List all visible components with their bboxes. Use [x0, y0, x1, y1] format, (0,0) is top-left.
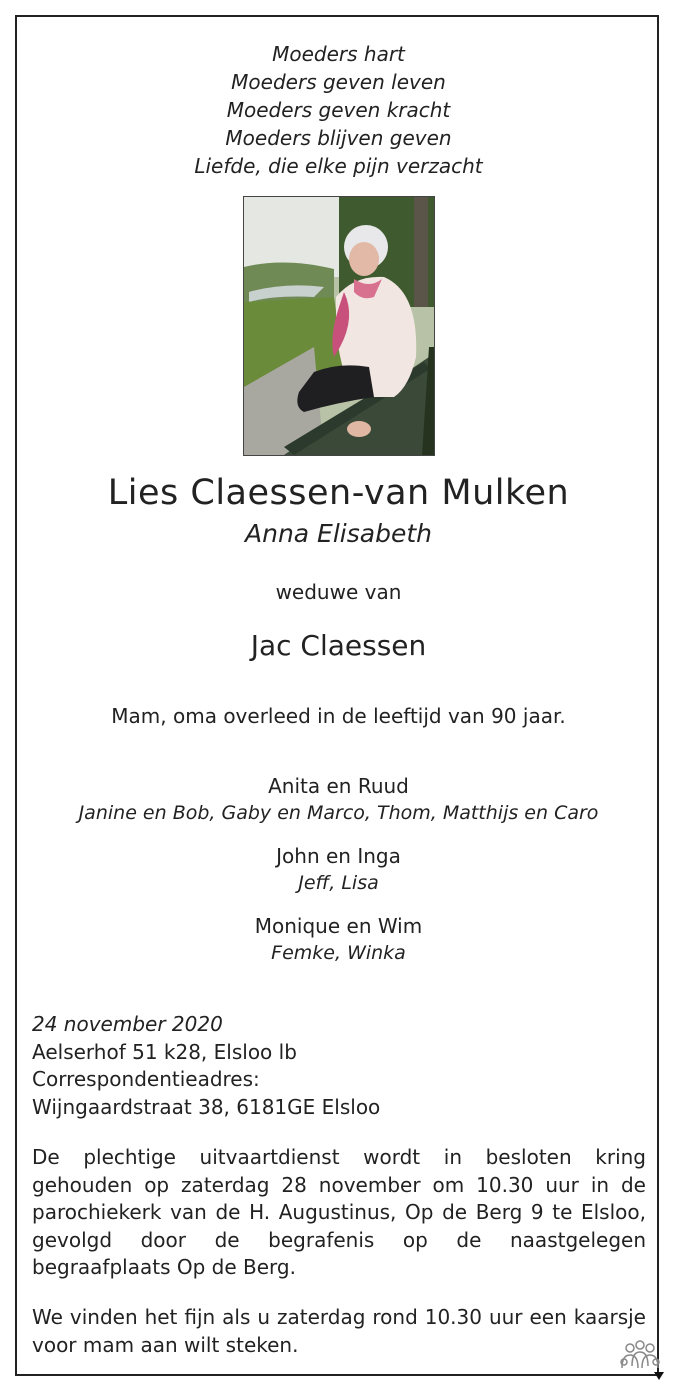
widow-of-label: weduwe van [275, 580, 402, 604]
family-children: Jeff, Lisa [298, 872, 379, 894]
family-children: Femke, Winka [271, 942, 406, 964]
poem-line: Liefde, die elke pijn verzacht [194, 154, 483, 178]
family-parents: John en Inga [276, 844, 401, 868]
family-children: Janine en Bob, Gaby en Marco, Thom, Matthijs en Caro [78, 802, 599, 824]
poem-line: Moeders geven kracht [226, 98, 451, 122]
deceased-name: Lies Claessen-van Mulken [107, 473, 570, 513]
given-names: Anna Elisabeth [245, 519, 432, 548]
age-statement: Mam, oma overleed in de leeftijd van 90 jaar. [111, 704, 566, 728]
service-paragraph: De plechtige uitvaartdienst wordt in besloten kring gehouden op zaterdag 28 november om 10.30 uur in de parochiekerk van de H. Augustinus, Op de Berg 9 te Elsloo, gevolgd door de begrafenis op de naastgelegen begraafplaats Op de Berg. [32, 1145, 646, 1279]
poem [0, 40, 677, 180]
poem-line: Moeders geven leven [231, 70, 446, 94]
portrait-illustration [244, 197, 434, 455]
triangle-down-icon [654, 1372, 664, 1380]
home-address: Aelserhof 51 k28, Elsloo lb [32, 1039, 297, 1064]
correspondence-address: Wijngaardstraat 38, 6181GE Elsloo [32, 1094, 381, 1119]
details-block [32, 1011, 646, 1121]
correspondence-label: Correspondentieadres: [32, 1067, 260, 1091]
family-parents: Monique en Wim [254, 914, 423, 938]
date: 24 november 2020 [32, 1012, 223, 1036]
candle-paragraph: We vinden het fijn als u zaterdag rond 10.30 uur een kaarsje voor mam aan wilt steken. [32, 1305, 646, 1357]
husband-name: Jac Claessen [250, 629, 427, 662]
poem-line: Moeders blijven geven [225, 126, 452, 150]
poem-line: Moeders hart [272, 42, 405, 66]
people-group-icon [616, 1338, 664, 1382]
family-parents: Anita en Ruud [268, 774, 409, 798]
portrait-photo [243, 196, 435, 456]
